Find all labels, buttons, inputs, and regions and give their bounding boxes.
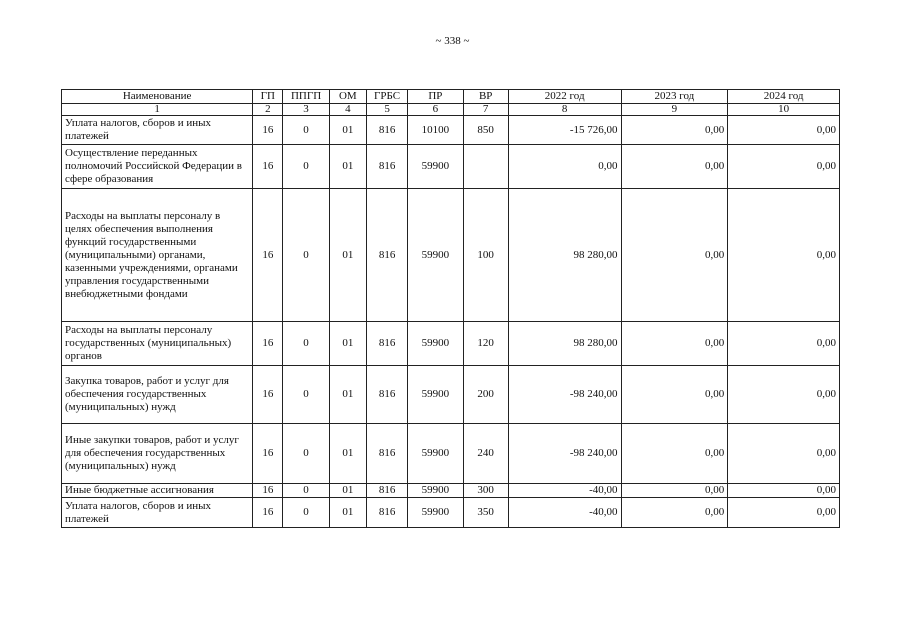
row-grbs: 816 [366, 322, 407, 366]
column-number: 4 [329, 104, 366, 116]
row-2024: 0,00 [728, 424, 840, 484]
row-om: 01 [329, 145, 366, 189]
row-2023: 0,00 [621, 424, 728, 484]
row-vr [463, 145, 508, 189]
row-name: Осуществление переданных полномочий Российской Федерации в сфере образования [62, 145, 253, 189]
row-ppgp: 0 [283, 424, 329, 484]
header-2024: 2024 год [728, 90, 840, 104]
table-row [62, 189, 840, 322]
row-grbs: 816 [366, 498, 407, 528]
row-name: Уплата налогов, сборов и иных платежей [62, 498, 253, 528]
budget-table [61, 89, 840, 528]
row-2022: 98 280,00 [508, 189, 621, 322]
row-vr: 200 [463, 366, 508, 424]
row-gp: 16 [253, 484, 283, 498]
row-2023: 0,00 [621, 322, 728, 366]
row-2022: -98 240,00 [508, 424, 621, 484]
row-name: Расходы на выплаты персоналу государственных (муниципальных) органов [62, 322, 253, 366]
row-2022: -15 726,00 [508, 116, 621, 145]
row-pr: 59900 [408, 322, 463, 366]
row-om: 01 [329, 498, 366, 528]
header-gp: ГП [253, 90, 283, 104]
row-gp: 16 [253, 322, 283, 366]
row-ppgp: 0 [283, 322, 329, 366]
row-grbs: 816 [366, 484, 407, 498]
row-pr: 10100 [408, 116, 463, 145]
table-row [62, 145, 840, 189]
row-2023: 0,00 [621, 145, 728, 189]
row-gp: 16 [253, 189, 283, 322]
row-2022: 0,00 [508, 145, 621, 189]
row-name: Расходы на выплаты персоналу в целях обеспечения выполнения функций государственными (муниципальными) органами, казенными учреждениями, органами управления государственными внебюджетными фондами [62, 189, 253, 322]
row-vr: 240 [463, 424, 508, 484]
column-number: 1 [62, 104, 253, 116]
column-number: 5 [366, 104, 407, 116]
column-number: 7 [463, 104, 508, 116]
row-grbs: 816 [366, 189, 407, 322]
row-vr: 100 [463, 189, 508, 322]
row-vr: 120 [463, 322, 508, 366]
header-om: ОМ [329, 90, 366, 104]
column-number-row [62, 104, 840, 116]
row-pr: 59900 [408, 366, 463, 424]
row-2023: 0,00 [621, 189, 728, 322]
row-gp: 16 [253, 116, 283, 145]
row-ppgp: 0 [283, 484, 329, 498]
column-number: 3 [283, 104, 329, 116]
header-vr: ВР [463, 90, 508, 104]
table-row [62, 116, 840, 145]
row-2024: 0,00 [728, 484, 840, 498]
table-row [62, 484, 840, 498]
row-grbs: 816 [366, 366, 407, 424]
row-ppgp: 0 [283, 189, 329, 322]
column-number: 10 [728, 104, 840, 116]
column-number: 8 [508, 104, 621, 116]
row-name: Уплата налогов, сборов и иных платежей [62, 116, 253, 145]
row-2023: 0,00 [621, 366, 728, 424]
row-gp: 16 [253, 498, 283, 528]
row-2024: 0,00 [728, 498, 840, 528]
row-2023: 0,00 [621, 498, 728, 528]
header-2022: 2022 год [508, 90, 621, 104]
row-ppgp: 0 [283, 116, 329, 145]
row-om: 01 [329, 116, 366, 145]
table-row [62, 366, 840, 424]
header-pr: ПР [408, 90, 463, 104]
header-2023: 2023 год [621, 90, 728, 104]
row-2022: 98 280,00 [508, 322, 621, 366]
table-row [62, 322, 840, 366]
row-gp: 16 [253, 145, 283, 189]
table-row [62, 498, 840, 528]
row-grbs: 816 [366, 145, 407, 189]
row-grbs: 816 [366, 424, 407, 484]
row-gp: 16 [253, 424, 283, 484]
row-vr: 850 [463, 116, 508, 145]
table-row [62, 424, 840, 484]
row-name: Закупка товаров, работ и услуг для обеспечения государственных (муниципальных) нужд [62, 366, 253, 424]
row-pr: 59900 [408, 145, 463, 189]
column-number: 2 [253, 104, 283, 116]
row-2024: 0,00 [728, 145, 840, 189]
row-vr: 350 [463, 498, 508, 528]
header-row [62, 90, 840, 104]
row-om: 01 [329, 189, 366, 322]
row-ppgp: 0 [283, 366, 329, 424]
column-number: 6 [408, 104, 463, 116]
row-2024: 0,00 [728, 116, 840, 145]
row-om: 01 [329, 484, 366, 498]
row-pr: 59900 [408, 424, 463, 484]
row-gp: 16 [253, 366, 283, 424]
page-number: ~ 338 ~ [435, 35, 470, 47]
row-name: Иные бюджетные ассигнования [62, 484, 253, 498]
row-grbs: 816 [366, 116, 407, 145]
row-ppgp: 0 [283, 498, 329, 528]
row-2022: -40,00 [508, 498, 621, 528]
row-2022: -98 240,00 [508, 366, 621, 424]
row-pr: 59900 [408, 484, 463, 498]
header-name: Наименование [62, 90, 253, 104]
header-grbs: ГРБС [366, 90, 407, 104]
row-2024: 0,00 [728, 189, 840, 322]
row-pr: 59900 [408, 498, 463, 528]
row-2024: 0,00 [728, 366, 840, 424]
row-om: 01 [329, 366, 366, 424]
header-ppgp: ППГП [283, 90, 329, 104]
row-name: Иные закупки товаров, работ и услуг для обеспечения государственных (муниципальных) нужд [62, 424, 253, 484]
column-number: 9 [621, 104, 728, 116]
row-pr: 59900 [408, 189, 463, 322]
row-2023: 0,00 [621, 484, 728, 498]
row-2023: 0,00 [621, 116, 728, 145]
row-2022: -40,00 [508, 484, 621, 498]
row-ppgp: 0 [283, 145, 329, 189]
row-vr: 300 [463, 484, 508, 498]
row-om: 01 [329, 322, 366, 366]
row-om: 01 [329, 424, 366, 484]
row-2024: 0,00 [728, 322, 840, 366]
